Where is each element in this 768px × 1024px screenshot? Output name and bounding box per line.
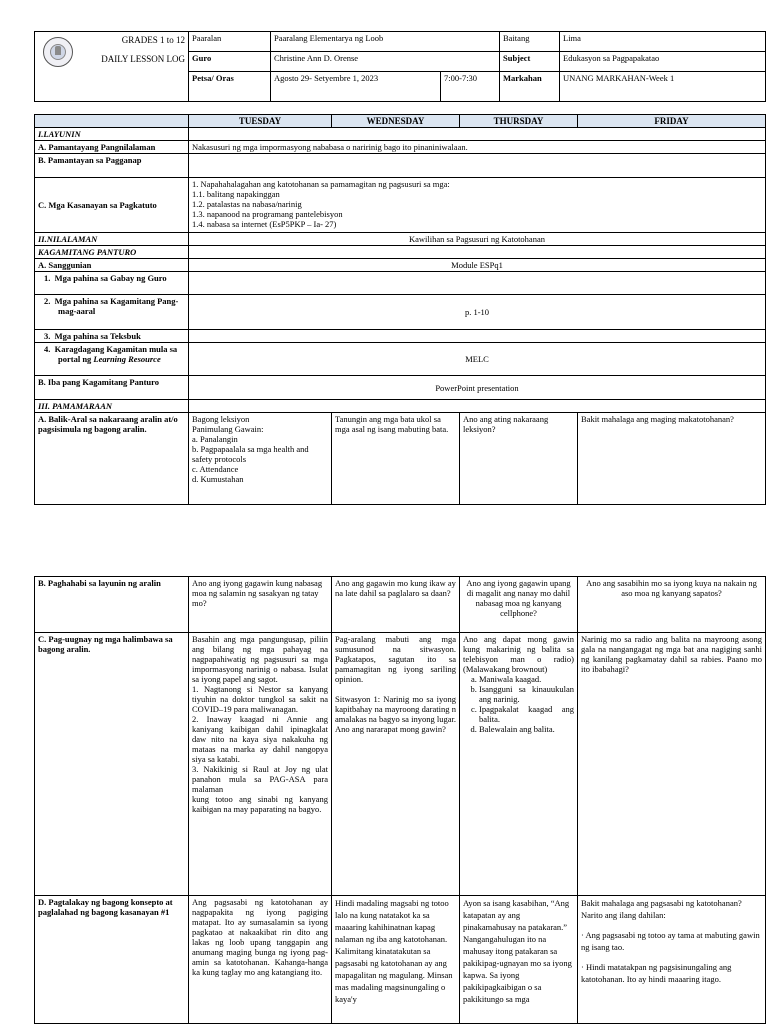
pag-uugnay-tuesday: Basahin ang mga pangungusap, piliin ang bilang ng mga pahayag na nagpapahiwatig ng pagsusuri sa mga impormasyong narinig o nabasa. Isulat sa iyong papel ang sagot. 1. Nagtanong si Nestor sa kanyang tiyuhin na doktor tungkol sa sakit na COVID–19 para maliwanagan. 2. Inaway kaagad ni Annie ang kaniyang kaibigan dahil ipinagkalat daw nito na kaya siya nakakuha ng mataas na marka ay dahil nangopya siya sa katabi. 3. Nakikinig si Raul at Joy ng ulat panahon mula sa PAG-ASA para malaman kung totoo ang sinabi ng kanyang kaibigan na may paparating na bagyo. (189, 633, 332, 896)
paghahabi-label: B. Paghahabi sa layunin ng aralin (35, 577, 189, 633)
pag-uugnay-wednesday: Pag-aralang mabuti ang mga sumusunod na sitwasyon. Pagkatapos, sagutan ito sa pamamagitan ng iyong sariling opinion. Sitwasyon 1: Narinig mo sa iyong kapitbahay na mayroong darating n amalakas na bagyo sa inyong lugar. Ano ang nararapat mong gawin? (332, 633, 460, 896)
day-header-thursday: THURSDAY (460, 115, 578, 128)
iba-pang-kagamitan-value: PowerPoint presentation (189, 376, 766, 400)
teksbuk-label: 3. Mga pahina sa Teksbuk (35, 330, 189, 343)
balik-aral-wednesday: Tanungin ang mga bata ukol sa mga asal ng isang mabuting bata. (332, 413, 460, 505)
pag-uugnay-label: C. Pag-uugnay ng mga halimbawa sa bagong aralin. (35, 633, 189, 896)
header-table (34, 31, 766, 102)
markahan-label: Markahan (500, 72, 560, 102)
layunin-heading: I.LAYUNIN (35, 128, 189, 141)
kagamitan-heading: KAGAMITANG PANTURO (35, 246, 189, 259)
petsa-value: Agosto 29- Setyembre 1, 2023 (271, 72, 441, 102)
kasanayan-line: 1.3. napanood na programang pantelebisyon (192, 209, 343, 219)
kasanayan-list (189, 178, 766, 233)
day-header-tuesday: TUESDAY (189, 115, 332, 128)
paaralan-label: Paaralan (189, 32, 271, 52)
nilalaman-heading: II.NILALAMAN (35, 233, 189, 246)
iba-pang-kagamitan-label: B. Iba pang Kagamitang Panturo (35, 376, 189, 400)
pamamaraan-heading: III. PAMAMARAAN (35, 400, 189, 413)
gabay-ng-guro-label: 1. Mga pahina sa Gabay ng Guro (35, 272, 189, 295)
pagtalakay-thursday: Ayon sa isang kasabihan, “Ang katapatan ay ang pinakamahusay na patakaran.” Nangangahulugan ito na mahusay itong patakaran sa pakikipag-ugnayan mo sa iyong kapwa. Sa iyong pakikipagkaibigan o sa pakikitungo sa mga (460, 896, 578, 1024)
pagtalakay-tuesday: Ang pagsasabi ng katotohanan ay nagpapakita ng iyong pagiging matapat. Ito ay sumasalamin sa iyong pagkatao at nakaakibat rin dito ang lakas ng loob upang tanggapin ang anumang maging bunga ng iyong pag-amin sa katotohanan. Kahanga-hanga ka kung taglay mo ang katangiang ito. (189, 896, 332, 1024)
guro-label: Guro (189, 52, 271, 72)
pamantayang-pangnilalaman-label: A. Pamantayang Pangnilalaman (35, 141, 189, 154)
kasanayan-line: 1.2. patalastas na nabasa/narinig (192, 199, 302, 209)
guro-value: Christine Ann D. Orense (271, 52, 500, 72)
pag-uugnay-thursday: Ano ang dapat mong gawin kung makarinig ng balita sa telebisyon man o radio) (Malawakang brownout) a. Maniwala kaagad. b. Isangguni sa kinauukulan ang narinig. c. Ipagpakalat kaagad ang balita. d. Balewalain ang balita. (460, 633, 578, 896)
balik-aral-friday: Bakit mahalaga ang maging makatotohanan? (578, 413, 766, 505)
pagtalakay-friday: Bakit mahalaga ang pagsasabi ng katotohanan? Narito ang ilang dahilan: · Ang pagsasabi ng totoo ay tama at mabuting gawin ng isang tao. · Hindi matatakpan ng pagsisinungaling ang katotohanan. Ito ay hindi maaaring itago. (578, 896, 766, 1024)
pamantayan-pagganap-label: B. Pamantayan sa Pagganap (35, 154, 189, 178)
pagtalakay-wednesday: Hindi madaling magsabi ng totoo lalo na kung natatakot ka sa maaaring kahihinatnan kapag nalaman ng iba ang katotohanan. Kalimitang kinatatakutan sa pagsasabi ng katotohanan ay ang mapagalitan ng magulang. Minsan mas madaling magsinungaling o kaya'y (332, 896, 460, 1024)
log-title: DAILY LESSON LOG (101, 54, 185, 64)
portal-label: 4. Karagdagang Kagamitan mula sa portal ng Learning Resource (35, 343, 189, 376)
kasanayan-line: 1.4. nabasa sa internet (EsP5PKP – Ia- 27) (192, 219, 337, 229)
petsa-label: Petsa/ Oras (189, 72, 271, 102)
paaralan-value: Paaralang Elementarya ng Loob (271, 32, 500, 52)
subject-value: Edukasyon sa Pagpapakatao (560, 52, 766, 72)
baitang-label: Baitang (500, 32, 560, 52)
paghahabi-wednesday: Ano ang gagawin mo kung ikaw ay na late dahil sa paglalaro sa daan? (332, 577, 460, 633)
baitang-value: Lima (560, 32, 766, 52)
nilalaman-value: Kawilihan sa Pagsusuri ng Katotohanan (189, 233, 766, 246)
sanggunian-value: Module ESPq1 (189, 259, 766, 272)
oras-value: 7:00-7:30 (441, 72, 500, 102)
deped-seal-icon (43, 37, 73, 67)
day-header-wednesday: WEDNESDAY (332, 115, 460, 128)
kasanayan-line: 1. Napahahalagahan ang katotohanan sa pamamagitan ng pagsusuri sa mga: (192, 179, 450, 189)
pamantayang-pangnilalaman-value: Nakasusuri ng mga impormasyong nababasa o naririnig bago ito pinaniniwalaan. (189, 141, 766, 154)
lesson-table-part1 (34, 114, 766, 505)
pagtalakay-label: D. Pagtalakay ng bagong konsepto at paglalahad ng bagong kasanayan #1 (35, 896, 189, 1024)
grades-label: GRADES 1 to 12 (121, 35, 185, 45)
day-header-friday: FRIDAY (578, 115, 766, 128)
balik-aral-thursday: Ano ang ating nakaraang leksiyon? (460, 413, 578, 505)
paghahabi-tuesday: Ano ang iyong gagawin kung nabasag moa ng salamin ng sasakyan ng tatay mo? (189, 577, 332, 633)
pag-uugnay-friday: Narinig mo sa radio ang balita na mayroong asong gala na nangangagat ng mga bat ana nagiging sanhi ng kanilang pagkamatay dahil sa rabies. Paano mo ito ibabahagi? (578, 633, 766, 896)
lesson-table-part2 (34, 576, 766, 1024)
markahan-value: UNANG MARKAHAN-Week 1 (560, 72, 766, 102)
header-logo-cell (35, 32, 189, 102)
kasanayan-line: 1.1. balitang napakinggan (192, 189, 280, 199)
portal-value: MELC (189, 343, 766, 376)
kagamitang-pang-mag-aaral-label: 2. Mga pahina sa Kagamitang Pang-mag-aaral (35, 295, 189, 330)
paghahabi-friday: Ano ang sasabihin mo sa iyong kuya na nakain ng aso moa ng kanyang sapatos? (578, 577, 766, 633)
balik-aral-tuesday: Bagong leksiyon Panimulang Gawain: a. Panalangin b. Pagpapaalala sa mga health and safety protocols c. Attendance d. Kumustahan (189, 413, 332, 505)
kasanayan-label: C. Mga Kasanayan sa Pagkatuto (35, 178, 189, 233)
paghahabi-thursday: Ano ang iyong gagawin upang di magalit ang nanay mo dahil nabasag moa ng kanyang cellphone? (460, 577, 578, 633)
subject-label: Subject (500, 52, 560, 72)
pages-value: p. 1-10 (189, 295, 766, 330)
sanggunian-label: A. Sanggunian (35, 259, 189, 272)
balik-aral-label: A. Balik-Aral sa nakaraang aralin at/o pagsisimula ng bagong aralin. (35, 413, 189, 505)
